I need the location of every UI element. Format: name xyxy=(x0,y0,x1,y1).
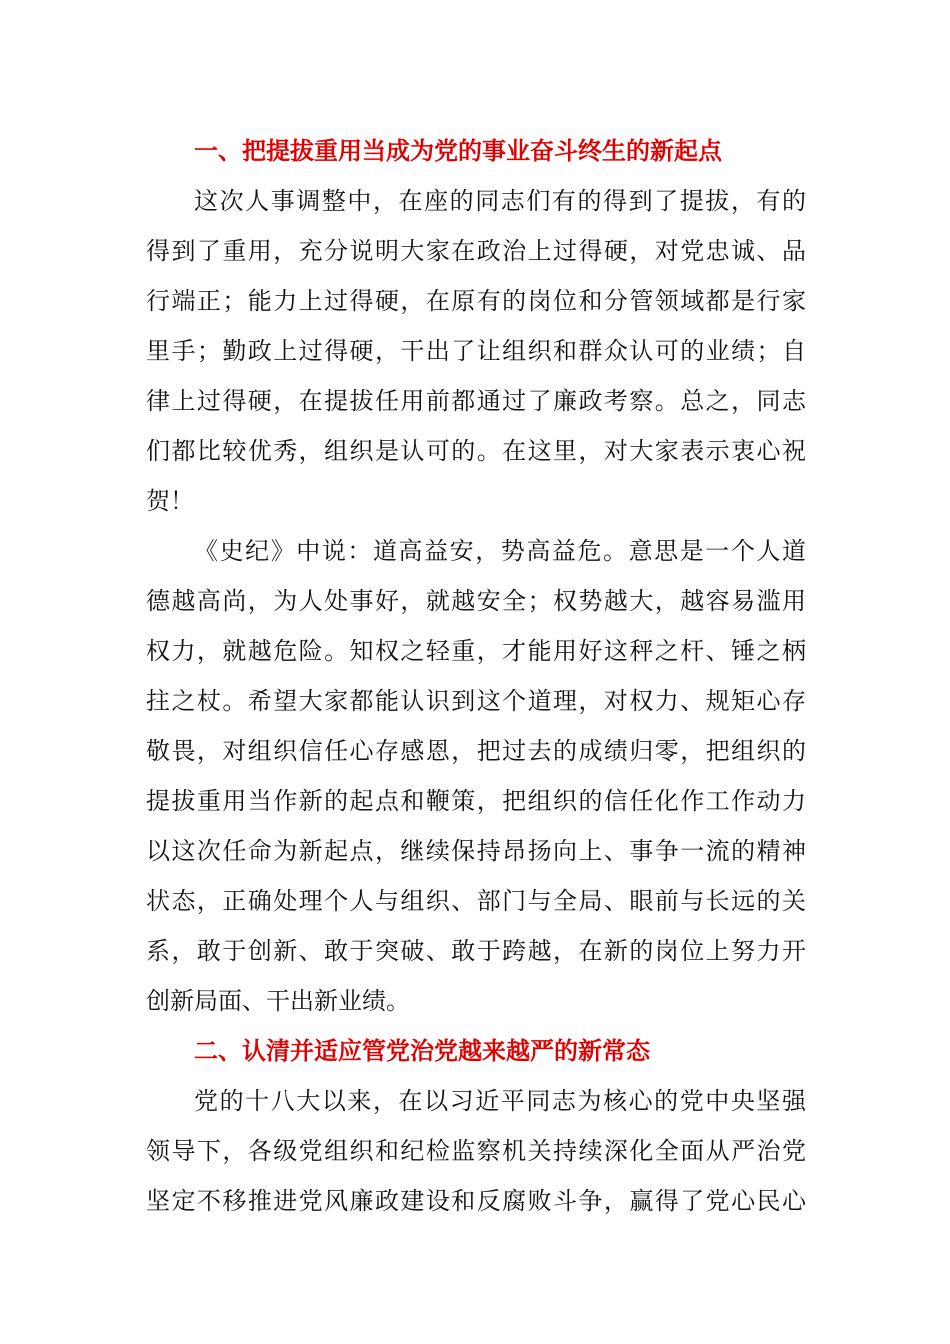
text-line: 提拔重用当作新的起点和鞭策，把组织的信任化作工作动力 xyxy=(146,787,806,815)
text-line: 得到了重用，充分说明大家在政治上过得硬，对党忠诚、品 xyxy=(146,237,806,265)
text-line: 《史纪》中说：道高益安，势高益危。意思是一个人道 xyxy=(194,537,806,565)
text-line: 权力，就越危险。知权之轻重，才能用好这秤之杆、锤之柄 xyxy=(146,637,806,665)
text-line: 党的十八大以来，在以习近平同志为核心的党中央坚强 xyxy=(194,1087,806,1115)
section-heading-2: 二、认清并适应管党治党越来越严的新常态 xyxy=(194,1037,650,1065)
text-line: 领导下，各级党组织和纪检监察机关持续深化全面从严治党 xyxy=(146,1137,806,1165)
text-line: 坚定不移推进党风廉政建设和反腐败斗争，赢得了党心民心 xyxy=(146,1187,806,1215)
text-line: 状态，正确处理个人与组织、部门与全局、眼前与长远的关 xyxy=(146,887,806,915)
text-line: 这次人事调整中，在座的同志们有的得到了提拔，有的 xyxy=(194,187,806,215)
text-line: 里手；勤政上过得硬，干出了让组织和群众认可的业绩；自 xyxy=(146,337,806,365)
text-line: 贺！ xyxy=(146,487,194,515)
section-2-paragraph-1 xyxy=(146,1076,806,1226)
text-line: 系，敢于创新、敢于突破、敢于跨越，在新的岗位上努力开 xyxy=(146,937,806,965)
document-body xyxy=(146,126,806,1226)
text-line: 创新局面、干出新业绩。 xyxy=(146,987,410,1015)
text-line: 敬畏，对组织信任心存感恩，把过去的成绩归零，把组织的 xyxy=(146,737,806,765)
section-1-paragraph-1 xyxy=(146,176,806,526)
text-line: 行端正；能力上过得硬，在原有的岗位和分管领域都是行家 xyxy=(146,287,806,315)
text-line: 德越高尚，为人处事好，就越安全；权势越大，越容易滥用 xyxy=(146,587,806,615)
text-line: 以这次任命为新起点，继续保持昂扬向上、事争一流的精神 xyxy=(146,837,806,865)
section-1-paragraph-2 xyxy=(146,526,806,1026)
text-line: 律上过得硬，在提拔任用前都通过了廉政考察。总之，同志 xyxy=(146,387,806,415)
text-line: 拄之杖。希望大家都能认识到这个道理，对权力、规矩心存 xyxy=(146,687,806,715)
text-line: 们都比较优秀，组织是认可的。在这里，对大家表示衷心祝 xyxy=(146,437,806,465)
section-heading-1: 一、把提拔重用当成为党的事业奋斗终生的新起点 xyxy=(194,137,722,165)
